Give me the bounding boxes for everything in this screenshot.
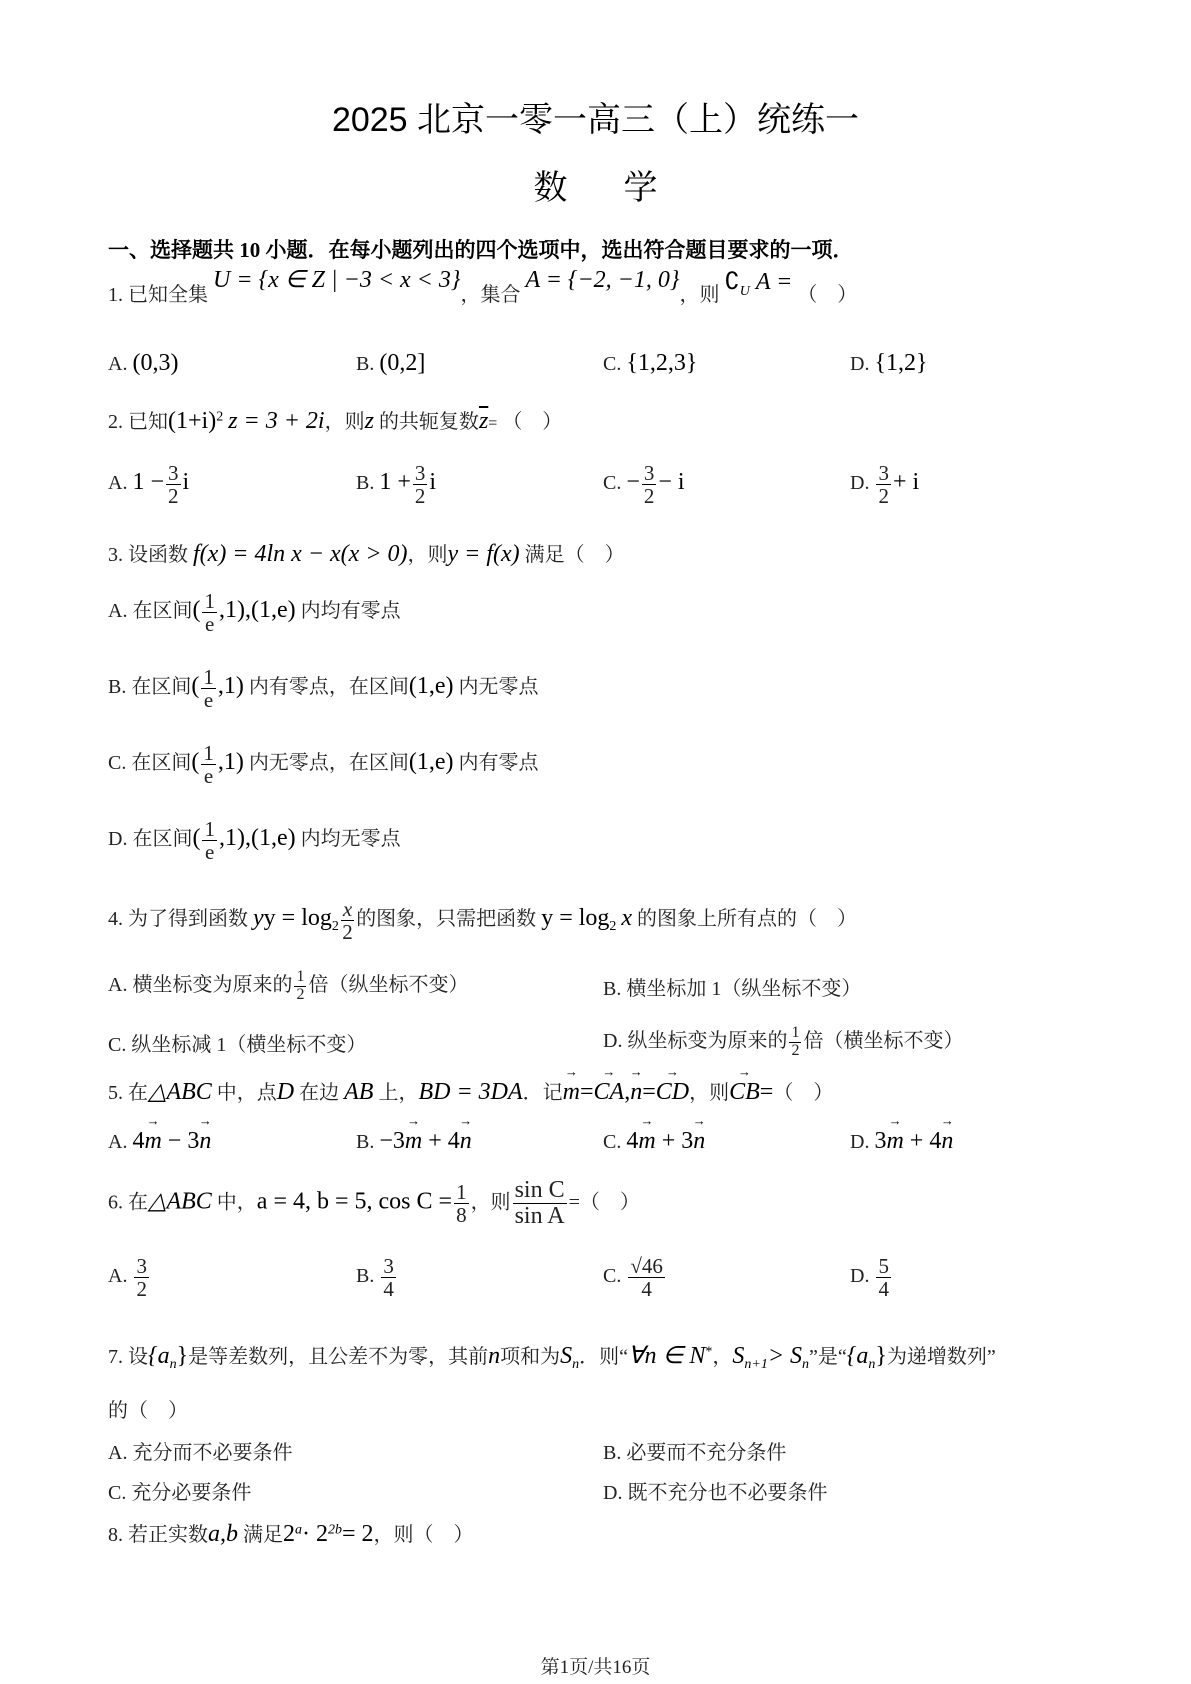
- q5-option-b[interactable]: B. −3→ m + 4→ n: [356, 1128, 472, 1155]
- q3-option-c[interactable]: C. 在区间( $\frac{1}{e}$ ,1) 内无零点，在区间(1,e) 内有零点: [108, 741, 539, 789]
- subject-title: 数学: [533, 169, 714, 207]
- question-7-stem: 7. 设$\{a_n\}$是等差数列，且公差不为零，其前n项和为$S_n$．则“∀n ∈ N*，$S_{n+1}> S_n$”是“$\{a_n\}$为递增数列”: [108, 1343, 996, 1372]
- q1-option-c[interactable]: C. {1,2,3}: [603, 350, 698, 376]
- question-4-stem: 4. 为了得到函数 yy = $\log_2$ $\frac{x}{2}$ 的图象，只需把函数 $y = \log_2 x$ 的图象上所有点的（ ）: [108, 897, 858, 945]
- q6-option-d[interactable]: D. $\frac{5}{4}$: [850, 1254, 889, 1302]
- q3-option-a[interactable]: A. 在区间( $\frac{1}{e}$ ,1),(1,e) 内均有零点: [108, 589, 401, 637]
- question-3-stem: 3. 设函数 f(x) = 4ln x − x(x > 0)，则y = f(x) 满足（ ）: [108, 541, 625, 567]
- q7-option-b[interactable]: B. 必要而不充分条件: [603, 1442, 787, 1464]
- question-6-stem: 6. 在△ABC 中，a = 4, b = 5, cos C = $\frac{1}{8}$ ，则 $\frac{\text{sin C}}{\text{sin A}}$ =（ ）: [108, 1177, 640, 1230]
- q7-option-d[interactable]: D. 既不充分也不必要条件: [603, 1482, 828, 1504]
- q4-option-c[interactable]: C. 纵坐标减 1（横坐标不变）: [108, 1034, 367, 1056]
- q5-option-a[interactable]: A. 4→ m − 3→ n: [108, 1128, 211, 1155]
- q6-option-b[interactable]: B. $\frac{3}{4}$: [356, 1254, 394, 1302]
- question-5-stem: 5. 在△ABC 中，点D 在边 AB 上，BD = 3DA．记→ m=→ CA,→ n=→ CD，则→ CB=（ ）: [108, 1076, 833, 1106]
- q6-option-c[interactable]: C. $\frac{√46}{4}$: [603, 1254, 663, 1302]
- question-2-stem: 2. 已知$(1+i)^2$ z = 3 + 2i，则z 的共轭复数$\overline{z}=$ （ ）: [108, 408, 563, 434]
- q1-option-b[interactable]: B. (0,2]: [356, 350, 426, 376]
- section-heading: 一、选择题共 10 小题．在每小题列出的四个选项中，选出符合题目要求的一项．: [108, 238, 854, 262]
- q2-option-a[interactable]: A. 1 − $\frac{3}{2}$ i: [108, 461, 190, 509]
- q4-option-a[interactable]: A. 横坐标变为原来的 $\frac{1}{2}$ 倍（纵坐标不变）: [108, 968, 469, 1003]
- q5-option-c[interactable]: C. 4→ m + 3→ n: [603, 1128, 705, 1155]
- complement-icon: ∁: [724, 269, 740, 295]
- q4-option-b[interactable]: B. 横坐标加 1（纵坐标不变）: [603, 978, 862, 1000]
- q7-option-c[interactable]: C. 充分必要条件: [108, 1482, 252, 1504]
- q2-option-c[interactable]: C. − $\frac{3}{2}$ − i: [603, 461, 685, 509]
- page-indicator: 第1页/共16页: [540, 1657, 651, 1678]
- q1-option-a[interactable]: A. (0,3): [108, 350, 179, 376]
- question-7-stem-line2: 的（ ）: [108, 1400, 188, 1422]
- q4-option-d[interactable]: D. 纵坐标变为原来的 $\frac{1}{2}$ 倍（横坐标不变）: [603, 1024, 964, 1059]
- q2-option-b[interactable]: B. 1 + $\frac{3}{2}$ i: [356, 461, 437, 509]
- q3-option-b[interactable]: B. 在区间( $\frac{1}{e}$ ,1) 内有零点，在区间(1,e) 内无零点: [108, 665, 539, 713]
- q5-option-d[interactable]: D. 3→ m + 4→ n: [850, 1128, 953, 1155]
- question-1-stem: 1. 已知全集 U = {x ∈ Z | −3 < x < 3}，集合 A = {−2, −1, 0}，则 $∁_U$ A = （ ）: [108, 267, 858, 306]
- page-title: 2025 北京一零一高三（上）统练一: [331, 101, 860, 139]
- q7-option-a[interactable]: A. 充分而不必要条件: [108, 1442, 293, 1464]
- q1-option-d[interactable]: D. {1,2}: [850, 350, 928, 376]
- question-8-stem: 8. 若正实数a,b 满足$2^a\cdot 2^{2b}= 2$，则（ ）: [108, 1521, 474, 1547]
- q2-option-d[interactable]: D. $\frac{3}{2}$ + i: [850, 461, 920, 509]
- q3-option-d[interactable]: D. 在区间( $\frac{1}{e}$ ,1),(1,e) 内均无零点: [108, 817, 401, 865]
- q6-option-a[interactable]: A. $\frac{3}{2}$: [108, 1254, 147, 1302]
